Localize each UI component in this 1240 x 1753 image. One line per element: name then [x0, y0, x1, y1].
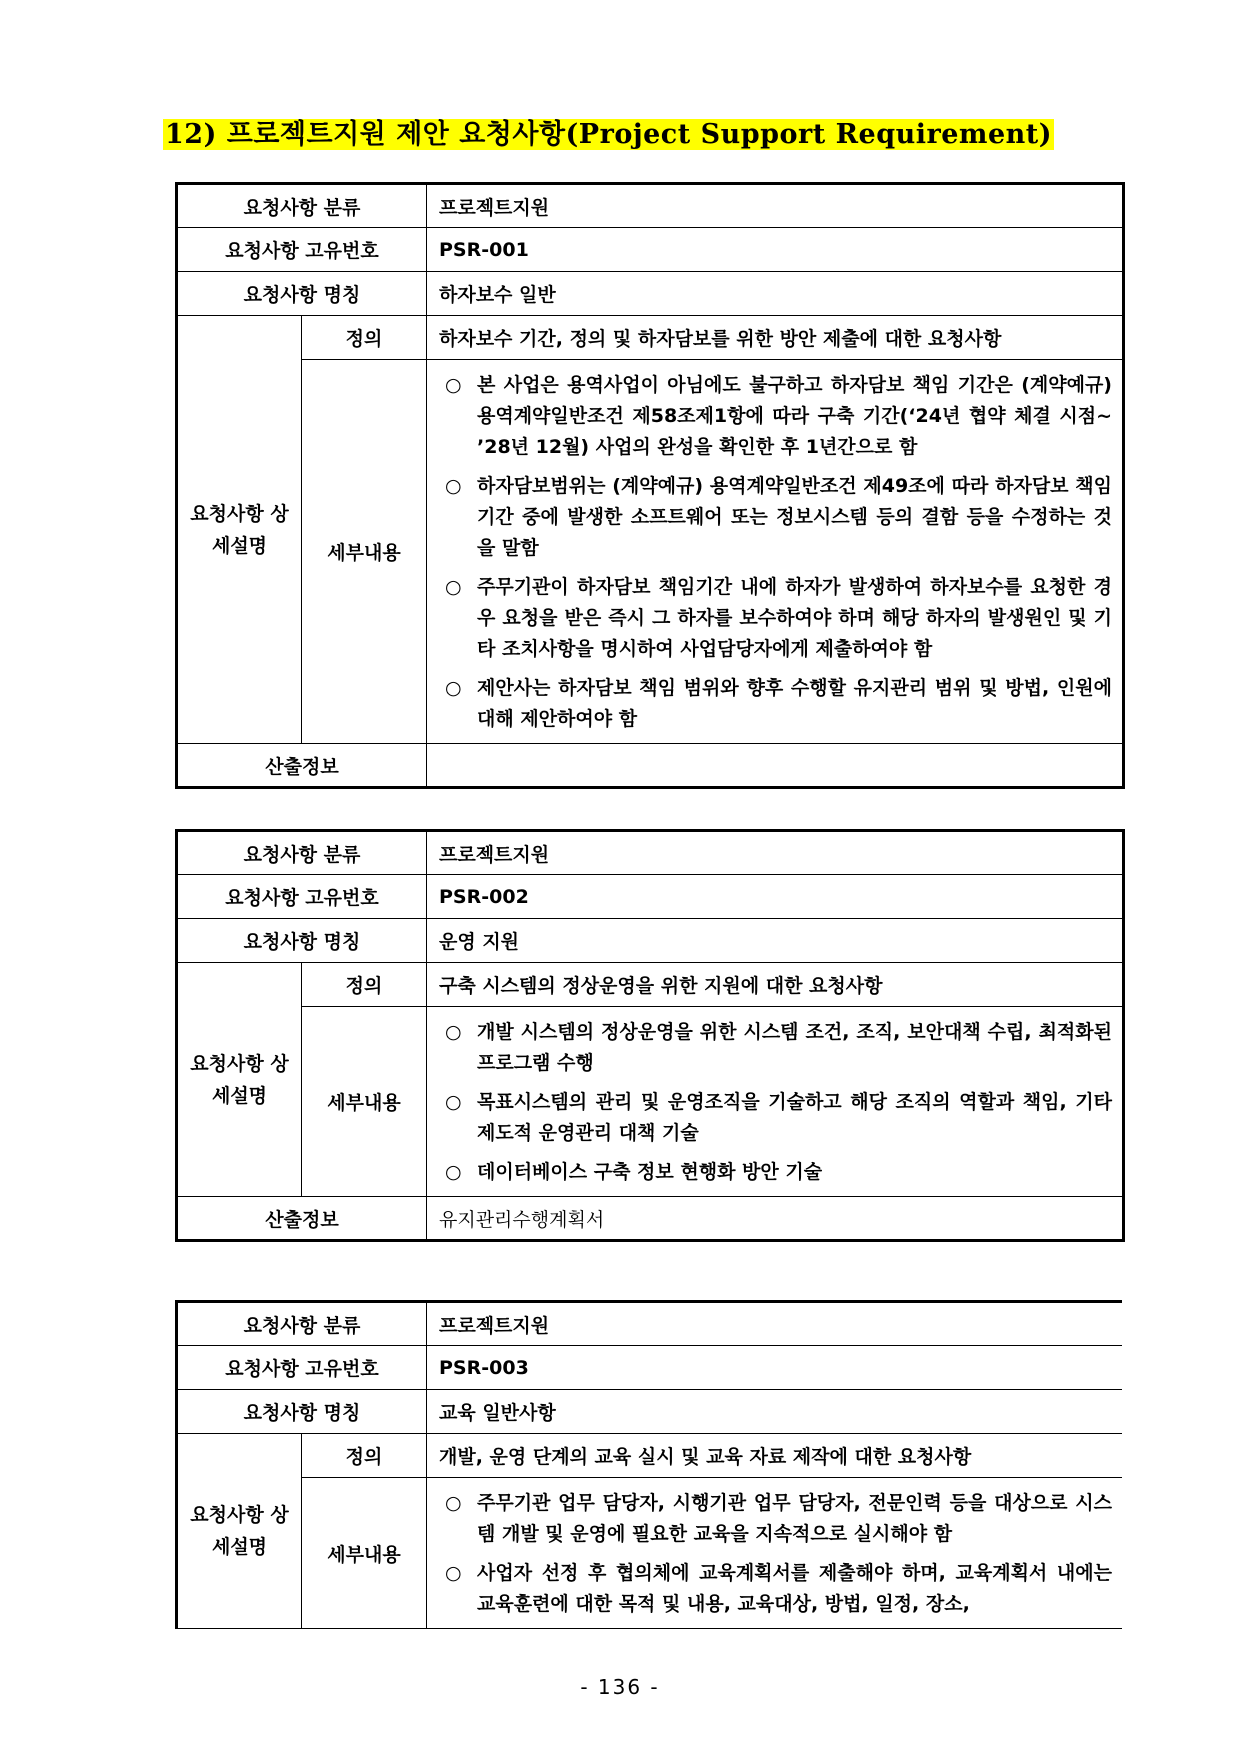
category-label: 요청사항 분류: [177, 1302, 427, 1346]
detail-item: ○ 제안사는 하자담보 책임 범위와 향후 수행할 유지관리 범위 및 방법, 인원에 대해 제안하여야 함: [445, 673, 1112, 735]
detail-item: ○ 본 사업은 용역사업이 아님에도 불구하고 하자담보 책임 기간은 (계약예규) 용역계약일반조건 제58조제1항에 따라 구축 기간(‘24년 협약 체결 시점~ ’28년 12월) 사업의 완성을 확인한 후 1년간으로 함: [445, 370, 1112, 463]
bullet-mark: ○: [445, 1562, 462, 1584]
id-label: 요청사항 고유번호: [177, 1346, 427, 1390]
definition-value: 구축 시스템의 정상운영을 위한 지원에 대한 요청사항: [427, 963, 1124, 1007]
definition-value: 개발, 운영 단계의 교육 실시 및 교육 자료 제작에 대한 요청사항: [427, 1434, 1123, 1478]
bullet-mark: ○: [445, 475, 462, 497]
id-label: 요청사항 고유번호: [177, 875, 427, 919]
category-value: 프로젝트지원: [427, 1302, 1123, 1346]
detail-item: ○ 주무기관이 하자담보 책임기간 내에 하자가 발생하여 하자보수를 요청한 경우 요청을 받은 즉시 그 하자를 보수하여야 하며 해당 하자의 발생원인 및 기타 조치사항을 명시하여 사업담당자에게 제출하여야 함: [445, 572, 1112, 665]
definition-label: 정의: [302, 316, 427, 360]
details-label: 세부내용: [302, 1478, 427, 1629]
requirement-table: [175, 1300, 1122, 1629]
id-label: 요청사항 고유번호: [177, 228, 427, 272]
category-value: 프로젝트지원: [427, 831, 1124, 875]
name-value: 운영 지원: [427, 919, 1124, 963]
detail-item: ○ 하자담보범위는 (계약예규) 용역계약일반조건 제49조에 따라 하자담보 책임기간 중에 발생한 소프트웨어 또는 정보시스템 등의 결함 등을 수정하는 것을 말함: [445, 471, 1112, 564]
category-label: 요청사항 분류: [177, 831, 427, 875]
section-title: 12) 프로젝트지원 제안 요청사항(Project Support Requirement): [165, 119, 1053, 150]
id-value: PSR-001: [427, 228, 1124, 272]
requirement-table-continued: [175, 1300, 1122, 1640]
requirement-table: [175, 182, 1125, 789]
name-label: 요청사항 명칭: [177, 919, 427, 963]
output-label: 산출정보: [177, 1197, 427, 1241]
category-value: 프로젝트지원: [427, 184, 1124, 228]
detail-item: ○ 목표시스템의 관리 및 운영조직을 기술하고 해당 조직의 역할과 책임, 기타 제도적 운영관리 대책 기술: [445, 1087, 1112, 1149]
category-label: 요청사항 분류: [177, 184, 427, 228]
id-value: PSR-002: [427, 875, 1124, 919]
bullet-mark: ○: [445, 576, 462, 598]
detail-title-label: 요청사항 상세설명: [177, 316, 302, 744]
detail-item: ○ 개발 시스템의 정상운영을 위한 시스템 조건, 조직, 보안대책 수립, 최적화된 프로그램 수행: [445, 1017, 1112, 1079]
definition-value: 하자보수 기간, 정의 및 하자담보를 위한 방안 제출에 대한 요청사항: [427, 316, 1124, 360]
bullet-mark: ○: [445, 1091, 462, 1113]
name-value: 하자보수 일반: [427, 272, 1124, 316]
id-value: PSR-003: [427, 1346, 1123, 1390]
detail-item: ○ 사업자 선정 후 협의체에 교육계획서를 제출해야 하며, 교육계획서 내에는 교육훈련에 대한 목적 및 내용, 교육대상, 방법, 일정, 장소,: [445, 1558, 1112, 1620]
page-number: - 136 -: [580, 1675, 660, 1699]
bullet-mark: ○: [445, 677, 462, 699]
detail-item: ○ 데이터베이스 구축 정보 현행화 방안 기술: [445, 1157, 1112, 1188]
bullet-mark: ○: [445, 374, 462, 396]
name-value: 교육 일반사항: [427, 1390, 1123, 1434]
output-label: 산출정보: [177, 744, 427, 788]
requirement-table: [175, 829, 1125, 1242]
output-value: 유지관리수행계획서: [427, 1197, 1124, 1241]
details-list: [427, 360, 1124, 744]
definition-label: 정의: [302, 963, 427, 1007]
detail-title-label: 요청사항 상세설명: [177, 1434, 302, 1629]
details-list: [427, 1007, 1124, 1197]
details-label: 세부내용: [302, 1007, 427, 1197]
bullet-mark: ○: [445, 1492, 462, 1514]
bullet-mark: ○: [445, 1021, 462, 1043]
detail-item: ○ 주무기관 업무 담당자, 시행기관 업무 담당자, 전문인력 등을 대상으로 시스템 개발 및 운영에 필요한 교육을 지속적으로 실시해야 함: [445, 1488, 1112, 1550]
definition-label: 정의: [302, 1434, 427, 1478]
details-list: [427, 1478, 1123, 1629]
detail-title-label: 요청사항 상세설명: [177, 963, 302, 1197]
output-value: [427, 744, 1124, 788]
bullet-mark: ○: [445, 1161, 462, 1183]
name-label: 요청사항 명칭: [177, 272, 427, 316]
details-label: 세부내용: [302, 360, 427, 744]
name-label: 요청사항 명칭: [177, 1390, 427, 1434]
